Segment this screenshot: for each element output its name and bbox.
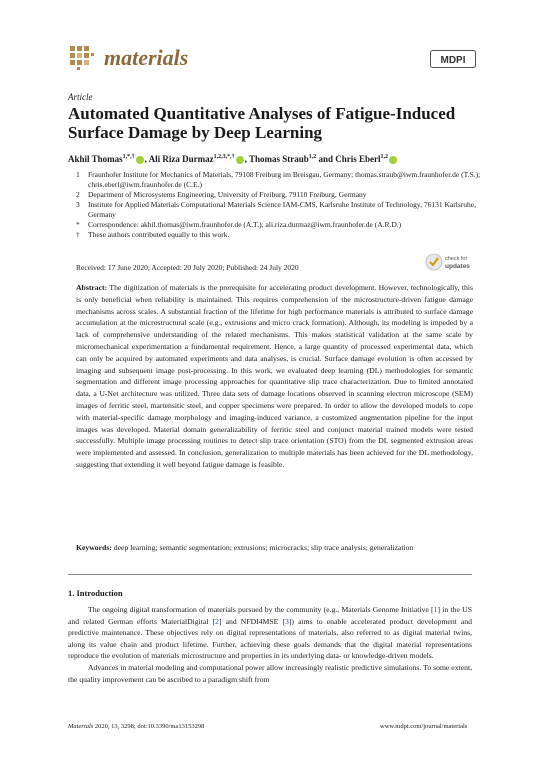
check-label: check for <box>445 256 468 262</box>
paper-title: Automated Quantitative Analyses of Fatigue-Induced Surface Damage by Deep Learning <box>68 104 456 142</box>
keywords-label: Keywords: <box>76 543 112 552</box>
orcid-icon[interactable] <box>236 156 244 164</box>
section-divider <box>68 574 472 575</box>
journal-name: materials <box>104 45 189 70</box>
affiliation-item: † These authors contributed equally to this work. <box>76 230 230 239</box>
author-affil: 1,*,† <box>122 154 135 160</box>
section-heading: 1. Introduction <box>68 588 123 598</box>
abstract-text: The digitization of materials is the prerequisite for accelerating product development. However, technologically, this is only beneficial when reliability is maintained. This requires comprehension of the microstructure-driven fatigue damage mechanisms across scales. A substantial fraction of the lifetime for high performance materials is attributed to surface damage accumulation at the microstructural scale (e.g., extrusions and micro crack formation). Although, its modeling is impeded by a lack of comprehensive understanding of the related mechanisms. This makes statistical validation at the same scale by micromechanical experimentation a fundamental requirement. Hence, a large quantity of processed experimental data, which can only be acquired by automated experiments and data analyses, is crucial. Surface damage evolution is often accessed by imaging and subsequent image post-processing. In this work, we evaluated deep learning (DL) methodologies for semantic segmentation and different image processing approaches for quantitative slip trace characterization. Due to limited annotated data, a U-Net architecture was utilized. Three data sets of damage locations observed in scanning electron microscope (SEM) images of ferritic steel, martensitic steel, and copper specimens were prepared. In order to allow the developed models to cope with material-specific damage morphology and imaging-induced variance, a customized augmentation pipeline for the input images was developed. Material domain generalizability of ferritic steel and conjunct material trained models were tested successfully. Multiple image processing routines to detect slip trace orientation (STO) from the DL segmented extrusion areas were implemented and assessed. In conclusion, generalization to multiple materials has been achieved for the DL methodology, suggesting that extending it well beyond fatigue damage is feasible. <box>76 283 473 469</box>
affiliations <box>68 170 488 240</box>
author-name: Thomas Straub <box>248 154 309 164</box>
journal-logo-icon <box>68 44 96 72</box>
updates-label: updates <box>445 263 470 270</box>
abstract <box>76 282 473 471</box>
author-separator: , <box>144 154 149 164</box>
author-affil: 1,2,3,*,† <box>213 154 235 160</box>
author-name: Chris Eberl <box>335 154 381 164</box>
author-affil: 1,2 <box>380 154 389 160</box>
orcid-icon[interactable] <box>389 156 397 164</box>
citation-link[interactable]: 2 <box>215 616 219 626</box>
footer-citation: Materials 2020, 13, 3298; doi:10.3390/ma13153298 <box>68 723 205 730</box>
intro-paragraph: Advances in material modeling and computational power allow increasingly realistic predictive simulations. To some extent, the quality improvement can be ascribed to a paradigm shift from <box>68 662 472 684</box>
keywords <box>76 542 473 553</box>
abstract-label: Abstract: <box>76 283 108 292</box>
introduction-text <box>68 604 472 685</box>
publisher-name: MDPI <box>440 55 466 66</box>
check-for-updates-icon[interactable] <box>425 251 473 273</box>
affiliation-item: 3 Institute for Applied Materials Computational Materials Science IAM-CMS, Karlsruhe Institute of Technology, 76131 Karlsruhe, Germany <box>76 200 476 219</box>
keywords-text: deep learning; semantic segmentation; extrusions; microcracks; slip trace analysis; generalization <box>113 543 414 552</box>
affiliation-item: * Correspondence: akhil.thomas@iwm.fraunhofer.de (A.T.); ali.riza.durmaz@iwm.fraunhofer.de (A.R.D.) <box>76 220 402 229</box>
orcid-icon[interactable] <box>136 156 144 164</box>
citation-link[interactable]: 1 <box>433 605 438 614</box>
footer-url[interactable]: www.mdpi.com/journal/materials <box>380 723 468 730</box>
author-list <box>68 154 488 164</box>
affiliation-item: 1 Fraunhofer Institute for Mechanics of Materials, 79108 Freiburg im Breisgau, Germany; thomas.straub@iwm.fraunhofer.de (T.S.); chris.eberl@iwm.fraunhofer.de (C.E.) <box>76 170 481 189</box>
mdpi-logo-icon <box>430 50 476 68</box>
author-name: Akhil Thomas <box>68 154 123 164</box>
author-separator: and <box>316 154 336 164</box>
author-name: Ali Riza Durmaz <box>148 154 214 164</box>
author-affil: 1,2 <box>308 154 317 160</box>
intro-paragraph: The ongoing digital transformation of materials pursued by the community (e.g., Materials Genome Initiative [1] in the US and related German efforts MaterialDigital [2] and NFDI4MSE [3]) aims to enable accelerated product development and predictive maintenance. These objectives rely on digital representations of materials, also referred to as digital material twins, along its value chain and product lifetime. Further, achieving these goals demands that the digital material representations reproduce the evolution of materials microstructure and properties in its underlying data- or knowledge-driven models. <box>68 605 472 661</box>
publication-dates: Received: 17 June 2020; Accepted: 20 July 2020; Published: 24 July 2020 <box>76 263 299 272</box>
article-type: Article <box>68 92 93 102</box>
author-separator: , <box>244 154 249 164</box>
affiliation-item: 2 Department of Microsystems Engineering, University of Freiburg, 79110 Freiburg, Germany <box>76 190 367 199</box>
citation-link[interactable]: 3 <box>285 616 289 626</box>
